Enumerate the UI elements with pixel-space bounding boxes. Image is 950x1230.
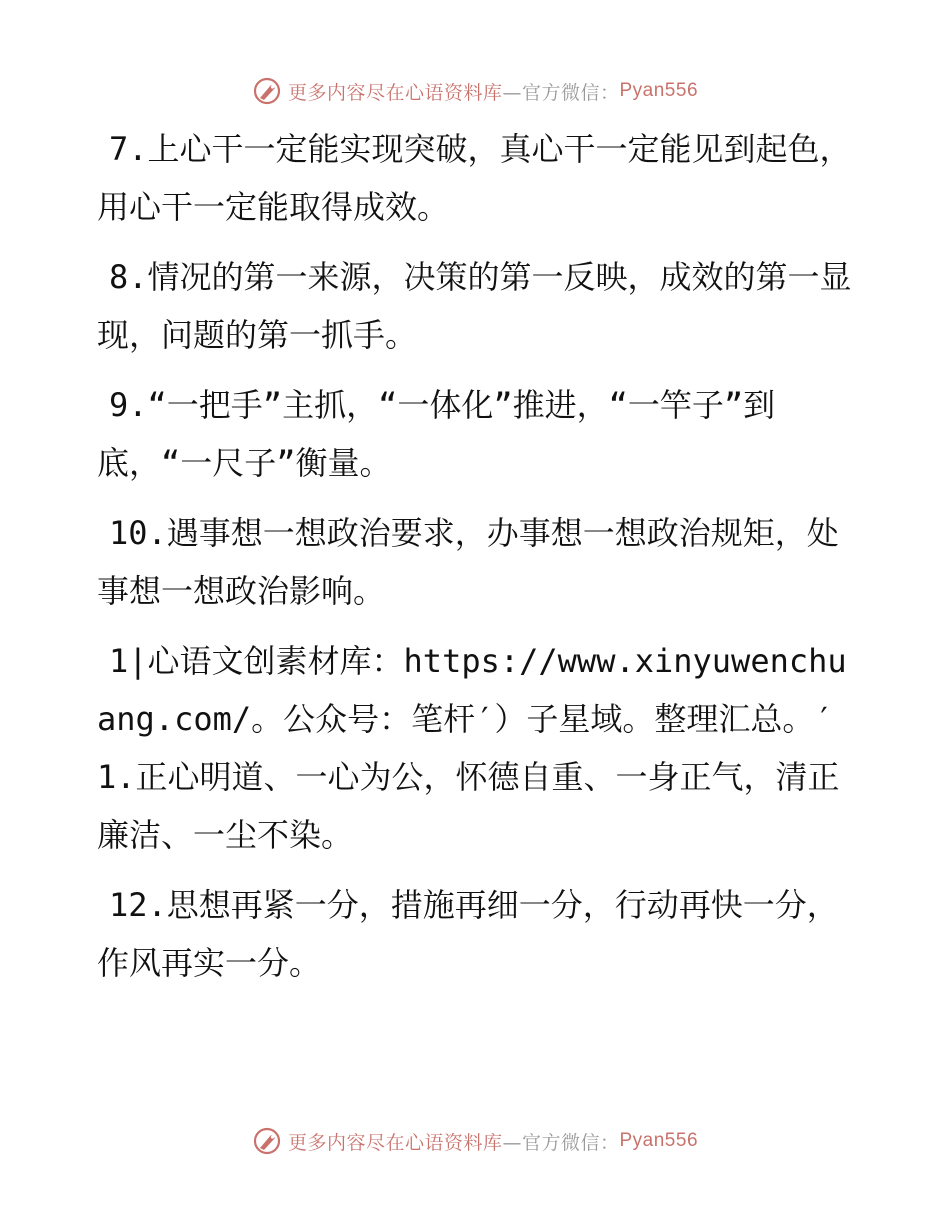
paragraph-9: 9.“一把手”主抓，“一体化”推进，“一竿子”到底，“一尺子”衡量。 (97, 386, 776, 482)
banner-separator-text: —官方微信： (502, 1131, 620, 1154)
banner-wechat-id: Pyan556 (619, 1130, 699, 1151)
paragraph-12: 12.思想再紧一分，措施再细一分，行动再快一分，作风再实一分。 (97, 886, 839, 982)
paragraph-8: 8.情况的第一来源，决策的第一反映，成效的第一显现，问题的第一抓手。 (97, 258, 852, 354)
footer-watermark-banner (0, 1121, 950, 1161)
banner-main-text: 更多内容尽在心语资料库 (287, 1131, 503, 1154)
paragraph-7: 7.上心干一定能实现突破，真心干一定能见到起色，用心干一定能取得成效。 (97, 130, 852, 226)
header-watermark-banner (0, 71, 950, 111)
paragraph-11: 1|心语文创素材库：https://www.xinyuwenchuang.com/。公众号：笔杆′）子星域。整理汇总。′1.正心明道、一心为公，怀德自重、一身正气，清正廉洁、一尘不染。 (97, 642, 847, 854)
document-body (97, 120, 857, 1004)
paragraph-10: 10.遇事想一想政治要求，办事想一想政治规矩，处事想一想政治影响。 (97, 514, 839, 610)
banner-wechat-id: Pyan556 (619, 80, 699, 101)
pen-nib-logo-icon (252, 76, 282, 106)
pen-nib-logo-icon (252, 1126, 282, 1156)
banner-separator-text: —官方微信： (502, 81, 620, 104)
banner-main-text: 更多内容尽在心语资料库 (287, 81, 503, 104)
